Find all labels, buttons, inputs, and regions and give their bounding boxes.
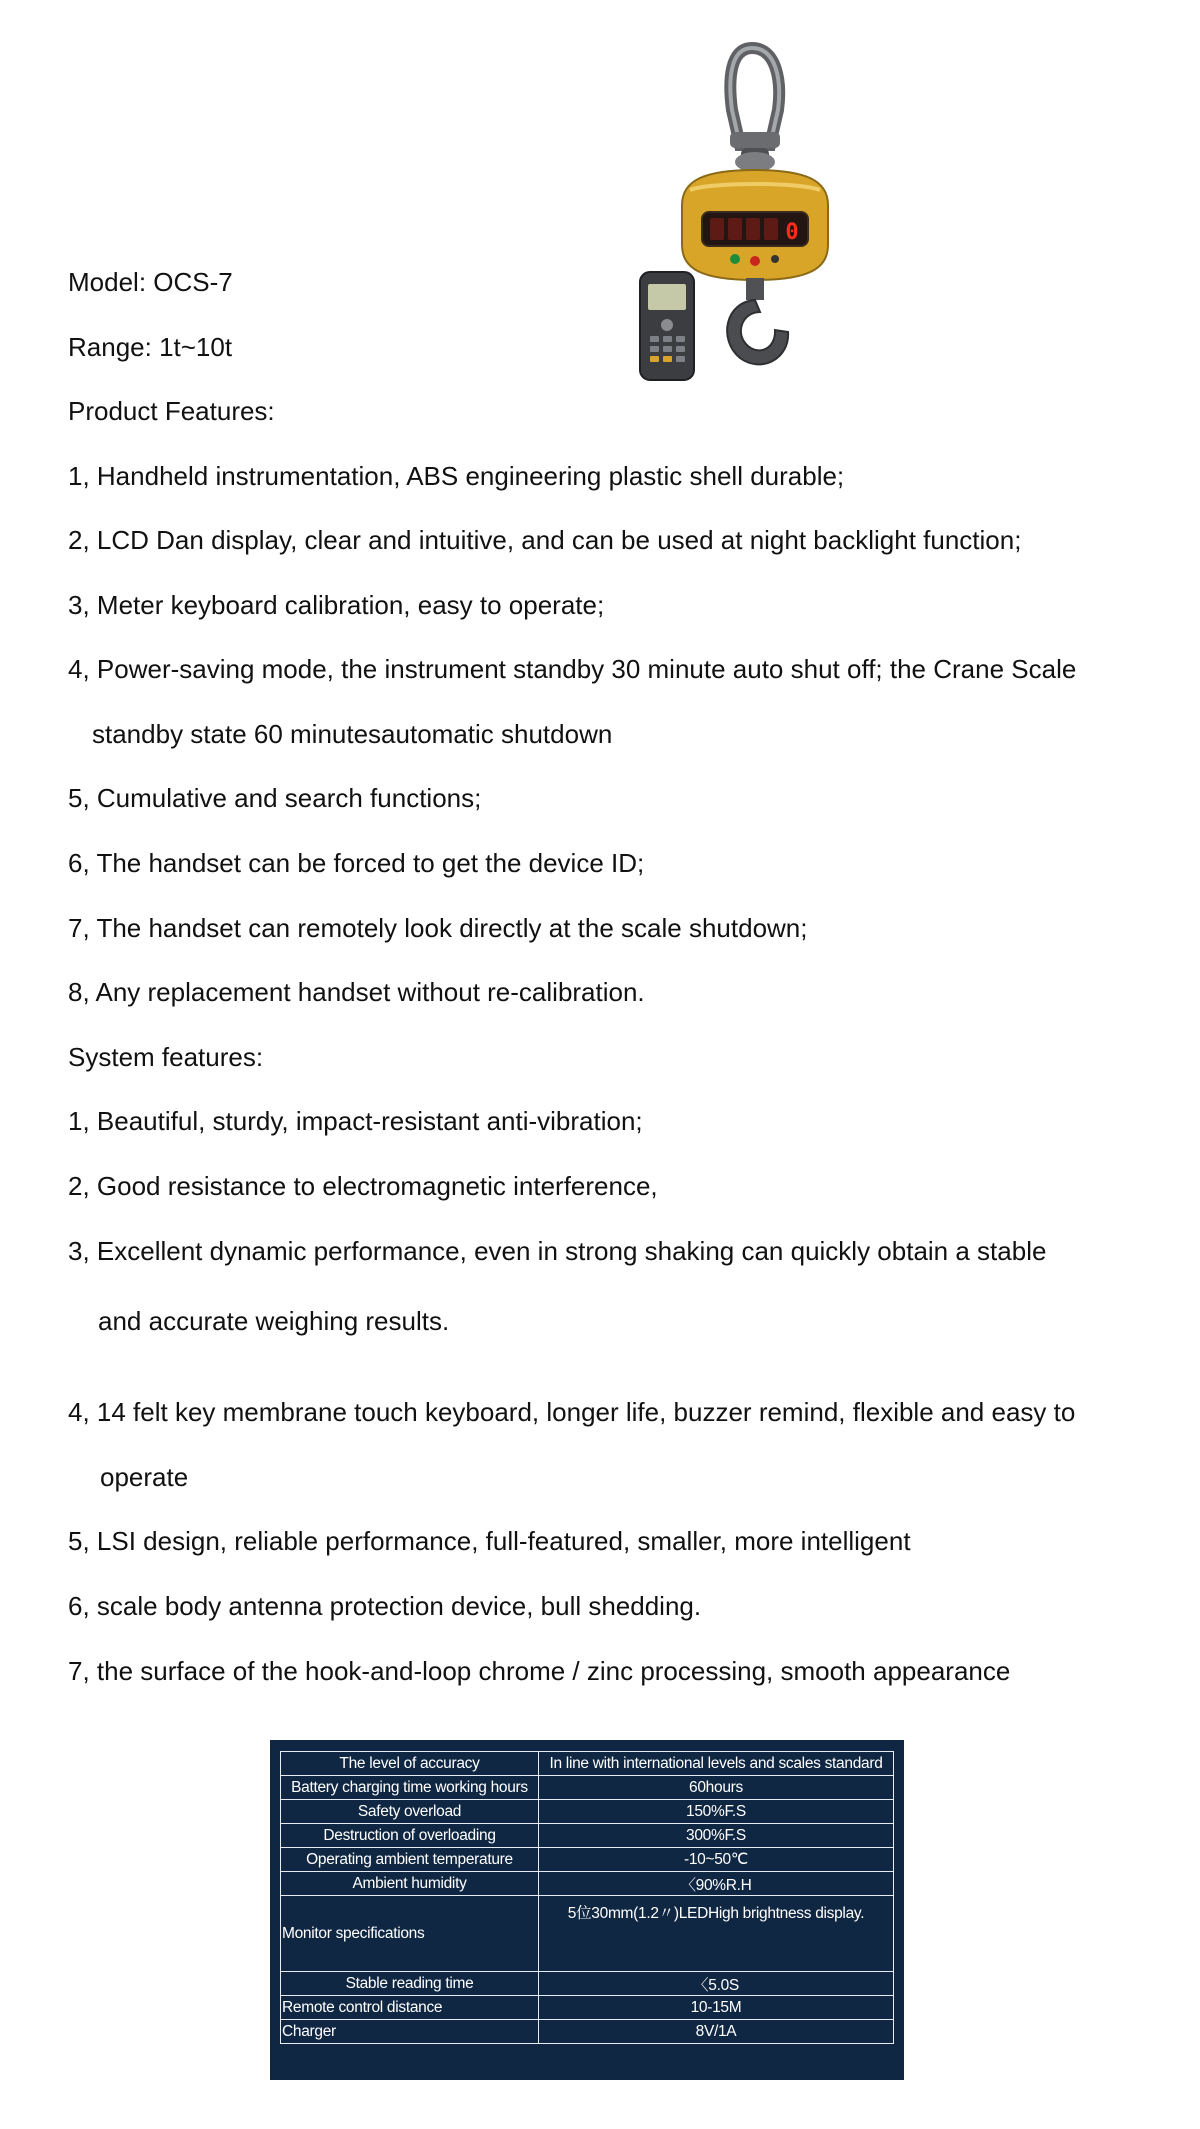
- product-feature-item: 5, Cumulative and search functions;: [68, 783, 482, 813]
- system-feature-item: 7, the surface of the hook-and-loop chrome / zinc processing, smooth appearance: [68, 1656, 1011, 1686]
- table-row: [281, 1972, 894, 1996]
- product-feature-item: 7, The handset can remotely look directly at the scale shutdown;: [68, 913, 808, 943]
- spec-value: -10~50℃: [539, 1848, 894, 1872]
- spec-table-panel: [270, 1740, 904, 2080]
- system-feature-item: 6, scale body antenna protection device, bull shedding.: [68, 1591, 702, 1621]
- system-feature-item: 2, Good resistance to electromagnetic interference,: [68, 1171, 658, 1201]
- spec-label: Remote control distance: [281, 1996, 539, 2020]
- table-row: [281, 1752, 894, 1776]
- spec-value: 60hours: [539, 1776, 894, 1800]
- product-feature-item-continuation: standby state 60 minutesautomatic shutdown: [92, 719, 613, 749]
- spec-value: 150%F.S: [539, 1800, 894, 1824]
- model-text: Model: OCS-7: [68, 267, 233, 297]
- table-row: [281, 1800, 894, 1824]
- spec-label: Destruction of overloading: [281, 1824, 539, 1848]
- table-row: [281, 1872, 894, 1896]
- table-row: [281, 2020, 894, 2044]
- product-feature-item: 1, Handheld instrumentation, ABS engineering plastic shell durable;: [68, 461, 845, 491]
- spec-label: Stable reading time: [281, 1972, 539, 1996]
- range-text: Range: 1t~10t: [68, 332, 233, 362]
- spec-value: In line with international levels and scales standard: [539, 1752, 894, 1776]
- spec-value: 10-15M: [539, 1996, 894, 2020]
- system-feature-item: 5, LSI design, reliable performance, full-featured, smaller, more intelligent: [68, 1526, 911, 1556]
- crane-scale-image: [630, 40, 880, 385]
- table-row: [281, 1776, 894, 1800]
- system-feature-item: 1, Beautiful, sturdy, impact-resistant anti-vibration;: [68, 1106, 643, 1136]
- spec-label: Safety overload: [281, 1800, 539, 1824]
- product-features-heading: Product Features:: [68, 396, 275, 426]
- spec-label: Charger: [281, 2020, 539, 2044]
- table-row: [281, 1824, 894, 1848]
- spec-label: Monitor specifications: [281, 1896, 539, 1972]
- led-reading: 0: [785, 220, 799, 245]
- spec-label: Ambient humidity: [281, 1872, 539, 1896]
- table-row: [281, 1896, 894, 1972]
- spec-table: [280, 1751, 894, 2044]
- product-feature-item: 3, Meter keyboard calibration, easy to operate;: [68, 590, 605, 620]
- spec-value: 300%F.S: [539, 1824, 894, 1848]
- spec-label: The level of accuracy: [281, 1752, 539, 1776]
- table-row: [281, 1848, 894, 1872]
- system-features-heading: System features:: [68, 1042, 264, 1072]
- spec-value: 〈90%R.H: [539, 1872, 894, 1896]
- spec-value: 8V/1A: [539, 2020, 894, 2044]
- system-feature-item-continuation: operate: [100, 1462, 189, 1492]
- spec-label: Operating ambient temperature: [281, 1848, 539, 1872]
- handheld-remote: [640, 272, 694, 380]
- system-feature-item-continuation: and accurate weighing results.: [98, 1306, 450, 1336]
- product-feature-item: 4, Power-saving mode, the instrument standby 30 minute auto shut off; the Crane Scale: [68, 654, 1077, 684]
- system-feature-item: 4, 14 felt key membrane touch keyboard, longer life, buzzer remind, flexible and easy to: [68, 1397, 1076, 1427]
- product-feature-item: 8, Any replacement handset without re-calibration.: [68, 977, 645, 1007]
- product-feature-item: 2, LCD Dan display, clear and intuitive, and can be used at night backlight function;: [68, 525, 1022, 555]
- spec-value: 〈5.0S: [539, 1972, 894, 1996]
- spec-value: 5位30mm(1.2〃)LEDHigh brightness display.: [539, 1896, 894, 1972]
- spec-label: Battery charging time working hours: [281, 1776, 539, 1800]
- system-feature-item: 3, Excellent dynamic performance, even in strong shaking can quickly obtain a stable: [68, 1236, 1047, 1266]
- product-feature-item: 6, The handset can be forced to get the device ID;: [68, 848, 645, 878]
- table-row: [281, 1996, 894, 2020]
